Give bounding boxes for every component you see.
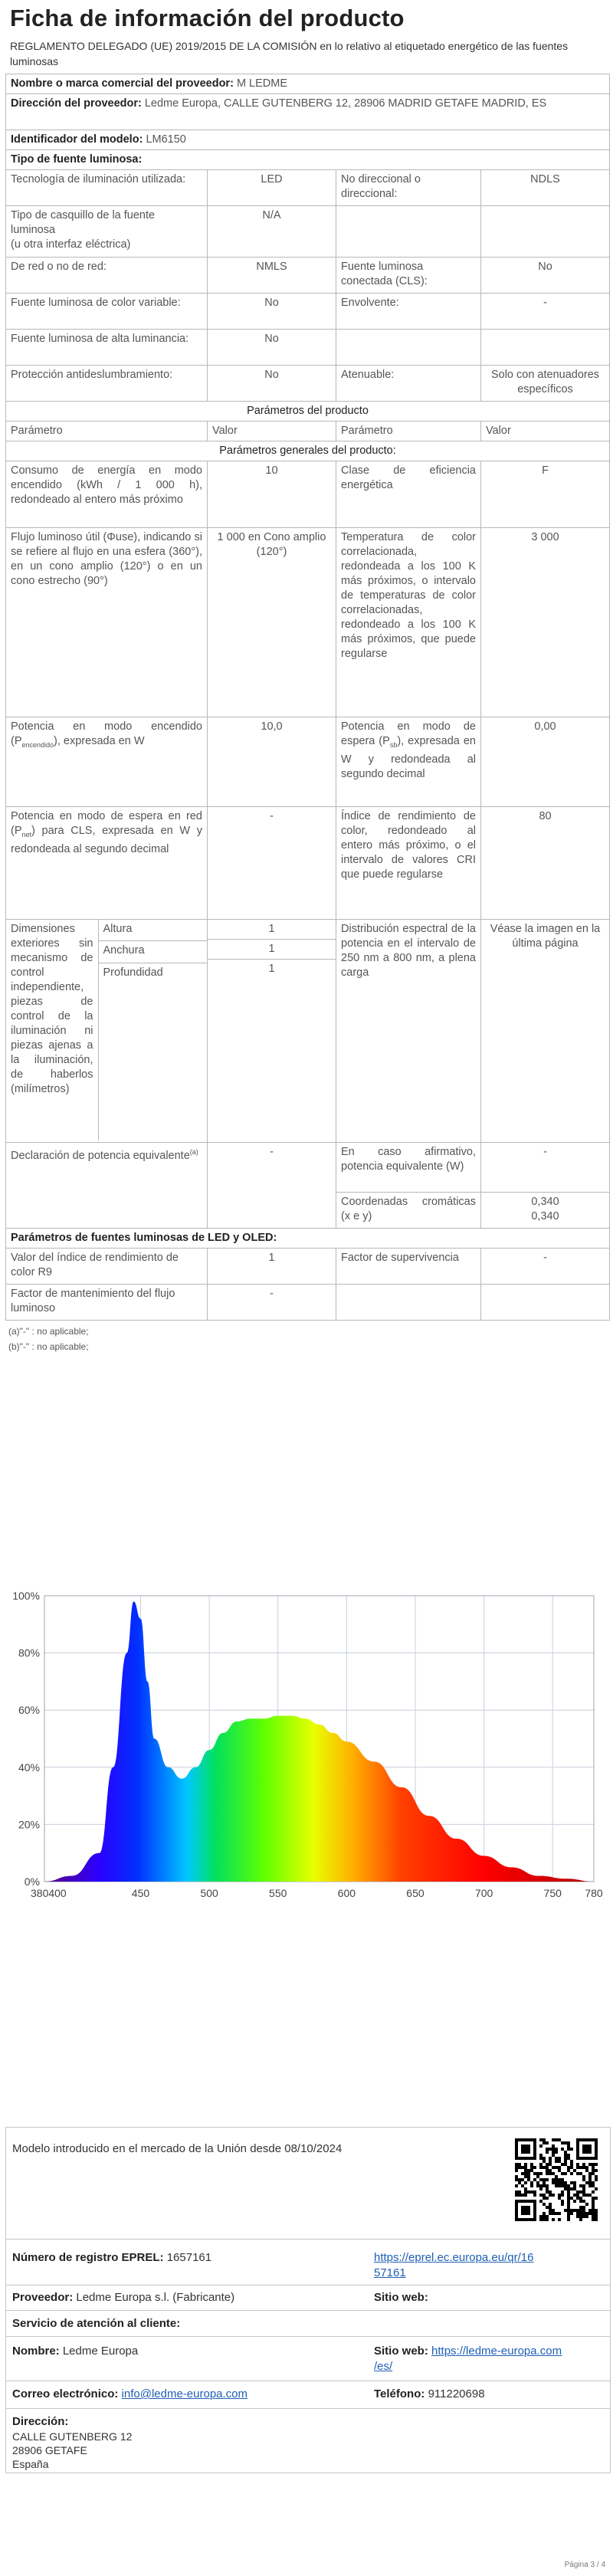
website-label: Sitio web:: [374, 2291, 428, 2304]
type-row: [6, 170, 610, 206]
general-header: Parámetros generales del producto:: [6, 441, 610, 461]
phone-value: 911220698: [428, 2387, 485, 2400]
supplier-name-label: Nombre o marca comercial del proveedor:: [11, 77, 234, 90]
type-label: Fuente luminosa de alta luminancia:: [6, 330, 208, 366]
y-tick-label: 100%: [12, 1590, 40, 1602]
type-row: [6, 294, 610, 330]
type-row: [6, 366, 610, 402]
dimensions-row: [6, 920, 610, 1143]
type-label: Fuente luminosa conectada (CLS):: [336, 258, 481, 294]
name-label: Nombre:: [12, 2345, 60, 2358]
spectral-chart-svg: [8, 1579, 605, 1939]
led-header: Parámetros de fuentes luminosas de LED y OLED:: [6, 1229, 610, 1249]
spd-value: Véase la imagen en la última página: [481, 920, 610, 1143]
x-tick-label: 550: [269, 1887, 287, 1899]
provider-label: Proveedor:: [12, 2291, 74, 2304]
model-value: LM6150: [146, 133, 186, 146]
market-intro: Modelo introducido en el mercado de la Unión desde 08/10/2024: [12, 2142, 343, 2155]
type-value: [481, 206, 610, 258]
y-tick-label: 80%: [18, 1646, 40, 1659]
reg-label: Número de registro EPREL:: [12, 2251, 164, 2264]
type-value: Solo con atenuadores específicos: [481, 366, 610, 402]
r9-row: [6, 1249, 610, 1285]
supplier-address-value: Ledme Europa, CALLE GUTENBERG 12, 28906 MADRID GETAFE MADRID, ES: [144, 97, 547, 110]
type-value: -: [481, 294, 610, 330]
email-link[interactable]: info@ledme-europa.com: [121, 2387, 248, 2400]
type-label: Protección antideslumbramiento:: [6, 366, 208, 402]
y-tick-label: 40%: [18, 1761, 40, 1774]
type-label: Atenuable:: [336, 366, 481, 402]
model-row: [6, 130, 610, 150]
x-tick-labels: [31, 1887, 603, 1899]
address-line: España: [12, 2458, 49, 2470]
footnote: (b)"-" : no aplicable;: [8, 1341, 89, 1352]
surv-value: -: [481, 1249, 610, 1285]
params-header-row: [6, 402, 610, 422]
general-header-row: [6, 441, 610, 461]
website-link[interactable]: /es/: [374, 2360, 393, 2373]
type-header: Tipo de fuente luminosa:: [6, 150, 610, 170]
product-information-sheet: [5, 0, 609, 1354]
supplier-name-row: [6, 74, 610, 94]
x-tick-label: 750: [543, 1887, 562, 1899]
energy-label: Consumo de energía en modo encendido (kWh / 1 000 h), redondeado al entero más próximo: [6, 461, 208, 528]
dim-name: Anchura: [98, 941, 207, 963]
flux-row: [6, 528, 610, 717]
pnet-sub: net: [21, 830, 32, 838]
x-tick-label: 450: [131, 1887, 150, 1899]
y-tick-label: 0%: [24, 1875, 40, 1888]
maint-value: -: [208, 1285, 336, 1321]
maint-row: [6, 1285, 610, 1321]
r9-value: 1: [208, 1249, 336, 1285]
surv-label: Factor de supervivencia: [336, 1249, 481, 1285]
class-value: F: [481, 461, 610, 528]
psb-value: 0,00: [481, 717, 610, 807]
psb-label: Potencia en modo de espera (P: [341, 720, 476, 747]
flux-value: 1 000 en Cono amplio (120°): [208, 528, 336, 717]
y-value: 0,340: [531, 1210, 559, 1222]
x-tick-label: 700: [474, 1887, 493, 1899]
spd-label: Distribución espectral de la potencia en el intervalo de 250 nm a 800 nm, a plena carga: [336, 920, 481, 1143]
energy-value: 10: [208, 461, 336, 528]
type-label: Fuente luminosa de color variable:: [6, 294, 208, 330]
page-number: Página 3 / 4: [564, 2561, 605, 2569]
pnet-value: -: [208, 807, 336, 920]
maint-label: Factor de mantenimiento del flujo luminoso: [6, 1285, 208, 1321]
r9-label: Valor del índice de rendimiento de color R9: [6, 1249, 208, 1285]
phone-label: Teléfono:: [374, 2387, 425, 2400]
type-value: No: [208, 294, 336, 330]
xy-label: Coordenadas cromáticas (x e y): [336, 1193, 481, 1229]
regulation-text: REGLAMENTO DELEGADO (UE) 2019/2015 DE LA COMISIÓN en lo relativo al etiquetado energético de las fuentes luminosas: [10, 40, 569, 67]
type-value: LED: [208, 170, 336, 206]
cct-label: Temperatura de color correlacionada, redondeada a los 100 K más próximos, o intervalo de temperaturas de color correlacionadas, redondeado a los 100 K más próximos, que puede regularse: [336, 528, 481, 717]
reg-value: 1657161: [166, 2251, 212, 2264]
psb-sub: sb: [389, 740, 398, 749]
psb-label: ), expresada en W y redondeada al segundo decimal: [341, 735, 476, 780]
pon-label: ), expresada en W: [54, 735, 145, 747]
type-label: Tecnología de iluminación utilizada:: [6, 170, 208, 206]
type-value: No: [208, 330, 336, 366]
cri-value: 80: [481, 807, 610, 920]
equiv2-label: En caso afirmativo, potencia equivalente (W): [336, 1143, 481, 1193]
supplier-address-label: Dirección del proveedor:: [11, 97, 142, 110]
flux-label: Flujo luminoso útil (Φuse), indicando si se refiere al flujo en una esfera (360°), en un cono amplio (120°) o en un cono estrecho (90°): [6, 528, 208, 717]
type-label: Tipo de casquillo de la fuente luminosa: [11, 209, 156, 236]
provider-value: Ledme Europa s.l. (Fabricante): [76, 2291, 235, 2304]
dim-value: 1: [268, 963, 275, 975]
email-label: Correo electrónico:: [12, 2387, 119, 2400]
pon-value: 10,0: [208, 717, 336, 807]
type-label: De red o no de red:: [6, 258, 208, 294]
x-value: 0,340: [531, 1196, 559, 1208]
footnote: (a)"-" : no aplicable;: [8, 1326, 89, 1337]
type-label: [336, 206, 481, 258]
info-table: [5, 74, 610, 1321]
params-header: Parámetros del producto: [6, 402, 610, 422]
energy-row: [6, 461, 610, 528]
type-row: [6, 330, 610, 366]
name-value: Ledme Europa: [62, 2345, 139, 2358]
type-value: NDLS: [481, 170, 610, 206]
model-label: Identificador del modelo:: [11, 133, 143, 146]
eprel-link[interactable]: 57161: [374, 2266, 406, 2279]
address-line: CALLE GUTENBERG 12: [12, 2430, 133, 2443]
spectral-distribution-chart: [8, 1579, 605, 1939]
dim-value: 1: [208, 920, 336, 940]
dims-label: Dimensiones exteriores sin mecanismo de control independiente, piezas de control de la iluminación ni piezas ajenas a la iluminación, de haberlos (milímetros): [6, 920, 98, 1140]
address-line: 28906 GETAFE: [12, 2444, 87, 2456]
col-param: Parámetro: [6, 422, 208, 441]
type-value: N/A: [208, 206, 336, 258]
website-link[interactable]: https://ledme-europa.com: [431, 2345, 562, 2358]
dim-value: 1: [208, 940, 336, 960]
col-param: Parámetro: [336, 422, 481, 441]
supplier-address-row: [6, 94, 610, 130]
type-value: [481, 330, 610, 366]
equiv-value: -: [208, 1143, 336, 1229]
dimensions-inner: [6, 920, 207, 1140]
equiv-label: Declaración de potencia equivalente: [11, 1149, 190, 1162]
dimensions-values: [208, 920, 336, 1137]
equiv-sup: (a): [189, 1148, 198, 1156]
eprel-info-box: [5, 2127, 611, 2473]
params-columns-row: [6, 422, 610, 441]
spectrum-area: [44, 1601, 594, 1882]
type-label: Envolvente:: [336, 294, 481, 330]
type-row: [6, 206, 610, 258]
led-header-row: [6, 1229, 610, 1249]
type-label: (u otra interfaz eléctrica): [11, 238, 131, 251]
y-tick-label: 60%: [18, 1704, 40, 1717]
col-value: Valor: [208, 422, 336, 441]
x-tick-label: 650: [406, 1887, 425, 1899]
footnotes: [8, 1324, 609, 1354]
dim-name: Profundidad: [98, 963, 207, 1141]
pnet-label: Potencia en modo de espera en red (P: [11, 810, 202, 837]
type-label: No direccional o direccional:: [336, 170, 481, 206]
type-value: NMLS: [208, 258, 336, 294]
power-row: [6, 717, 610, 807]
x-tick-label: 380400: [31, 1887, 67, 1899]
type-row: [6, 258, 610, 294]
type-label: [336, 330, 481, 366]
eprel-link[interactable]: https://eprel.ec.europa.eu/qr/16: [374, 2251, 534, 2264]
standby-row: [6, 807, 610, 920]
supplier-name-value: M LEDME: [236, 77, 288, 90]
col-value: Valor: [481, 422, 610, 441]
equiv2-value: -: [481, 1143, 610, 1193]
x-tick-label: 600: [337, 1887, 356, 1899]
type-value: No: [481, 258, 610, 294]
x-tick-label: 780: [585, 1887, 603, 1899]
website2-label: Sitio web:: [374, 2345, 428, 2358]
qr-code-icon: [512, 2135, 601, 2224]
y-tick-labels: [12, 1590, 40, 1888]
pnet-label: ) para CLS, expresada en W y redondeada al segundo decimal: [11, 825, 202, 855]
class-label: Clase de eficiencia energética: [336, 461, 481, 528]
customer-service-label: Servicio de atención al cliente:: [12, 2317, 181, 2330]
pon-label: Potencia en modo encendido (P: [11, 720, 202, 747]
type-header-row: [6, 150, 610, 170]
pon-sub: encendido: [21, 740, 54, 749]
equivalent-row: [6, 1143, 610, 1193]
y-tick-label: 20%: [18, 1818, 40, 1831]
dim-name: Altura: [98, 920, 207, 941]
address-label: Dirección:: [12, 2415, 69, 2428]
cri-label: Índice de rendimiento de color, redondeado al entero más próximo, o el intervalo de valores CRI que puede regularse: [336, 807, 481, 920]
cct-value: 3 000: [481, 528, 610, 717]
type-value: No: [208, 366, 336, 402]
page-title: Ficha de información del producto: [10, 5, 405, 31]
x-tick-label: 500: [200, 1887, 218, 1899]
